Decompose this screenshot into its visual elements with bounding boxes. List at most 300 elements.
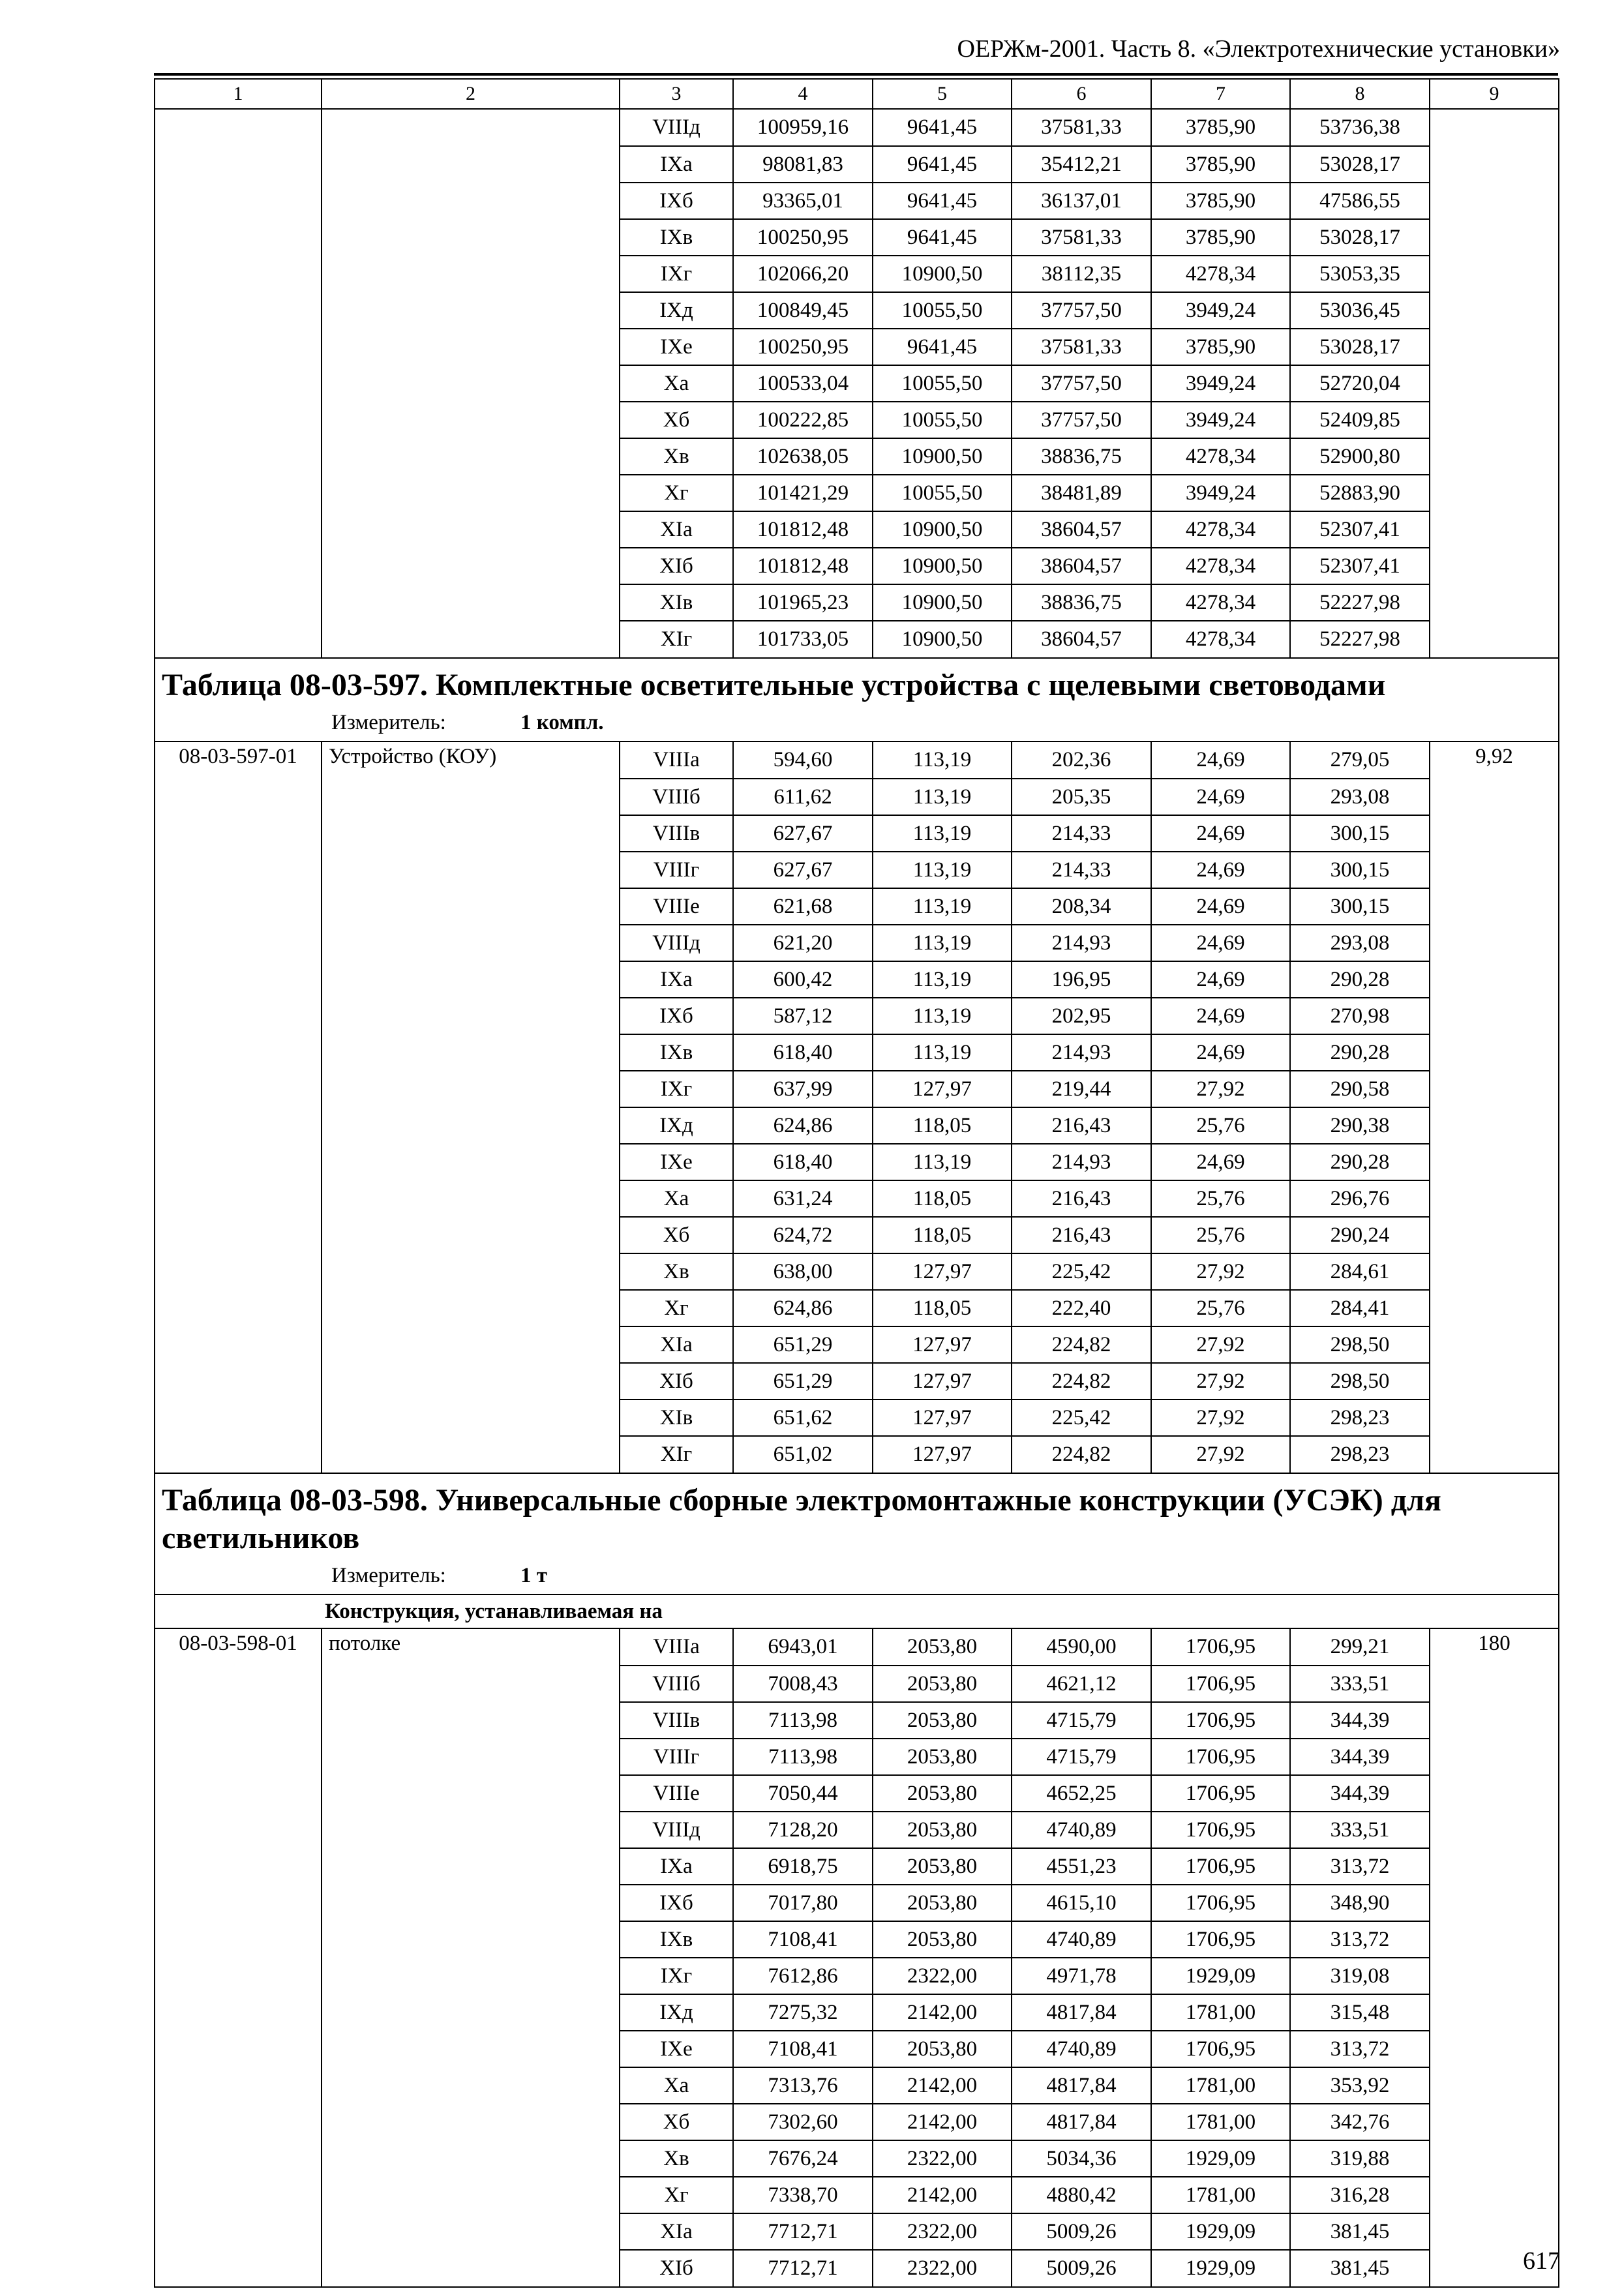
value-cell: 1781,00 — [1151, 2104, 1290, 2140]
table-row — [155, 852, 1559, 888]
value-cell: 214,93 — [1012, 1034, 1151, 1071]
value-cell: 10055,50 — [873, 475, 1012, 511]
value-cell: 4715,79 — [1012, 1739, 1151, 1775]
empty-cell — [322, 1034, 620, 1071]
empty-cell — [1430, 1885, 1559, 1921]
table-row — [155, 1702, 1559, 1739]
empty-cell — [155, 2177, 322, 2213]
value-cell: 37757,50 — [1012, 402, 1151, 438]
empty-cell — [1430, 548, 1559, 584]
table-row — [155, 741, 1559, 779]
value-cell: 214,93 — [1012, 1144, 1151, 1180]
table-row — [155, 2104, 1559, 2140]
empty-cell — [322, 2250, 620, 2287]
value-cell: 101421,29 — [733, 475, 873, 511]
column-number: 8 — [1290, 79, 1430, 109]
empty-cell — [155, 1739, 322, 1775]
value-cell: 37757,50 — [1012, 292, 1151, 329]
value-cell: 4740,89 — [1012, 1921, 1151, 1958]
value-cell: 24,69 — [1151, 779, 1290, 815]
value-cell: 4278,34 — [1151, 438, 1290, 475]
value-cell: 1706,95 — [1151, 1921, 1290, 1958]
value-cell: 611,62 — [733, 779, 873, 815]
value-cell: 9641,45 — [873, 109, 1012, 146]
value-cell: 651,29 — [733, 1326, 873, 1363]
empty-cell — [322, 146, 620, 183]
empty-cell — [1430, 621, 1559, 658]
empty-cell — [155, 1034, 322, 1071]
value-cell: 4621,12 — [1012, 1666, 1151, 1702]
value-cell: 10900,50 — [873, 438, 1012, 475]
empty-cell — [1430, 1775, 1559, 1812]
value-cell: 5009,26 — [1012, 2213, 1151, 2250]
empty-cell — [1430, 2067, 1559, 2104]
value-cell: 27,92 — [1151, 1363, 1290, 1399]
unit-value: 1 т — [520, 1564, 547, 1587]
value-cell: 24,69 — [1151, 888, 1290, 925]
zone-cell: XIб — [620, 548, 733, 584]
value-cell: 10900,50 — [873, 548, 1012, 584]
empty-cell — [1430, 925, 1559, 961]
value-cell: 25,76 — [1151, 1290, 1290, 1326]
empty-cell — [155, 1363, 322, 1399]
value-cell: 1706,95 — [1151, 1885, 1290, 1921]
zone-cell: XIа — [620, 511, 733, 548]
value-cell: 300,15 — [1290, 815, 1430, 852]
zone-cell: IXб — [620, 183, 733, 219]
value-cell: 3785,90 — [1151, 146, 1290, 183]
value-cell: 113,19 — [873, 925, 1012, 961]
value-cell: 4615,10 — [1012, 1885, 1151, 1921]
empty-cell — [1430, 1034, 1559, 1071]
value-cell: 202,36 — [1012, 741, 1151, 779]
value-cell: 10055,50 — [873, 402, 1012, 438]
empty-cell — [1430, 438, 1559, 475]
value-cell: 36137,01 — [1012, 183, 1151, 219]
empty-cell — [1430, 219, 1559, 256]
empty-cell — [322, 1958, 620, 1994]
empty-cell — [1430, 1217, 1559, 1253]
value-cell: 7113,98 — [733, 1739, 873, 1775]
empty-cell — [155, 511, 322, 548]
empty-cell — [322, 438, 620, 475]
table-row — [155, 1739, 1559, 1775]
empty-cell — [322, 548, 620, 584]
value-cell: 7108,41 — [733, 1921, 873, 1958]
zone-cell: Xг — [620, 1290, 733, 1326]
empty-cell — [1430, 1739, 1559, 1775]
value-cell: 290,28 — [1290, 1144, 1430, 1180]
zone-cell: Xб — [620, 402, 733, 438]
rates-table-body — [155, 79, 1559, 2287]
empty-cell — [1430, 292, 1559, 329]
value-cell: 113,19 — [873, 961, 1012, 998]
table-row — [155, 1921, 1559, 1958]
value-cell: 7712,71 — [733, 2250, 873, 2287]
value-cell: 4278,34 — [1151, 256, 1290, 292]
value-cell: 10900,50 — [873, 511, 1012, 548]
empty-cell — [322, 1994, 620, 2031]
value-cell: 24,69 — [1151, 998, 1290, 1034]
empty-cell — [322, 1921, 620, 1958]
table-row — [155, 1775, 1559, 1812]
value-cell: 6918,75 — [733, 1848, 873, 1885]
value-cell: 113,19 — [873, 888, 1012, 925]
zone-cell: IXе — [620, 329, 733, 365]
empty-cell — [155, 621, 322, 658]
value-cell: 37757,50 — [1012, 365, 1151, 402]
value-cell: 1781,00 — [1151, 2067, 1290, 2104]
value-cell: 2053,80 — [873, 1775, 1012, 1812]
empty-cell — [1430, 779, 1559, 815]
empty-cell — [155, 183, 322, 219]
empty-cell — [155, 2140, 322, 2177]
value-cell: 113,19 — [873, 1144, 1012, 1180]
value-cell: 2142,00 — [873, 1994, 1012, 2031]
value-cell: 127,97 — [873, 1071, 1012, 1107]
value-cell: 3949,24 — [1151, 365, 1290, 402]
running-header: ОЕРЖм-2001. Часть 8. «Электротехнические установки» — [957, 35, 1560, 63]
empty-cell — [155, 1994, 322, 2031]
table-row — [155, 2140, 1559, 2177]
value-cell: 24,69 — [1151, 852, 1290, 888]
empty-cell — [1430, 852, 1559, 888]
zone-cell: VIIIг — [620, 852, 733, 888]
value-cell: 637,99 — [733, 1071, 873, 1107]
value-cell: 316,28 — [1290, 2177, 1430, 2213]
value-cell: 1706,95 — [1151, 1666, 1290, 1702]
empty-cell — [322, 2031, 620, 2067]
value-cell: 284,61 — [1290, 1253, 1430, 1290]
empty-cell — [155, 815, 322, 852]
value-cell: 47586,55 — [1290, 183, 1430, 219]
value-cell: 35412,21 — [1012, 146, 1151, 183]
value-cell: 299,21 — [1290, 1628, 1430, 1666]
value-cell: 214,93 — [1012, 925, 1151, 961]
empty-cell — [322, 1290, 620, 1326]
empty-cell — [1430, 146, 1559, 183]
value-cell: 4551,23 — [1012, 1848, 1151, 1885]
value-cell: 7612,86 — [733, 1958, 873, 1994]
column-number: 9 — [1430, 79, 1559, 109]
value-cell: 4278,34 — [1151, 621, 1290, 658]
value-cell: 313,72 — [1290, 2031, 1430, 2067]
value-cell: 2053,80 — [873, 1921, 1012, 1958]
value-cell: 127,97 — [873, 1363, 1012, 1399]
empty-cell — [1430, 256, 1559, 292]
table-row — [155, 2213, 1559, 2250]
empty-cell — [322, 1253, 620, 1290]
value-cell: 101965,23 — [733, 584, 873, 621]
table-row — [155, 925, 1559, 961]
value-cell: 298,23 — [1290, 1436, 1430, 1473]
zone-cell: XIб — [620, 2250, 733, 2287]
value-cell: 101812,48 — [733, 511, 873, 548]
empty-cell — [1430, 1848, 1559, 1885]
value-cell: 102638,05 — [733, 438, 873, 475]
value-cell: 344,39 — [1290, 1702, 1430, 1739]
table-row — [155, 438, 1559, 475]
rate-code: 08-03-597-01 — [155, 741, 322, 779]
value-cell: 38112,35 — [1012, 256, 1151, 292]
value-cell: 24,69 — [1151, 815, 1290, 852]
empty-cell — [155, 2067, 322, 2104]
value-cell: 3785,90 — [1151, 109, 1290, 146]
table-row — [155, 402, 1559, 438]
value-cell: 52227,98 — [1290, 584, 1430, 621]
table-row — [155, 1628, 1559, 1666]
subheading-row — [155, 1594, 1559, 1628]
value-cell: 38836,75 — [1012, 438, 1151, 475]
table-title: Таблица 08-03-597. Комплектные осветительные устройства с щелевыми световодами — [162, 668, 1386, 702]
empty-cell — [322, 621, 620, 658]
zone-cell: XIг — [620, 1436, 733, 1473]
zone-cell: IXв — [620, 1034, 733, 1071]
value-cell: 98081,83 — [733, 146, 873, 183]
value-cell: 25,76 — [1151, 1217, 1290, 1253]
value-cell: 300,15 — [1290, 852, 1430, 888]
empty-cell — [155, 961, 322, 998]
empty-cell — [322, 779, 620, 815]
table-row — [155, 256, 1559, 292]
value-cell: 118,05 — [873, 1180, 1012, 1217]
zone-cell: VIIIа — [620, 741, 733, 779]
value-cell: 2053,80 — [873, 1702, 1012, 1739]
value-cell: 2322,00 — [873, 2140, 1012, 2177]
zone-cell: IXа — [620, 961, 733, 998]
empty-cell — [322, 511, 620, 548]
empty-cell — [1430, 2213, 1559, 2250]
zone-cell: XIв — [620, 1399, 733, 1436]
value-cell: 52307,41 — [1290, 548, 1430, 584]
value-cell: 24,69 — [1151, 1034, 1290, 1071]
empty-cell — [322, 2177, 620, 2213]
zone-cell: Xв — [620, 438, 733, 475]
value-cell: 3949,24 — [1151, 475, 1290, 511]
value-cell: 7313,76 — [733, 2067, 873, 2104]
value-cell: 7338,70 — [733, 2177, 873, 2213]
empty-cell — [1430, 1107, 1559, 1144]
zone-cell: VIIIд — [620, 1812, 733, 1848]
value-cell: 4740,89 — [1012, 2031, 1151, 2067]
value-cell: 52307,41 — [1290, 511, 1430, 548]
empty-cell — [1430, 109, 1559, 146]
value-cell: 93365,01 — [733, 183, 873, 219]
value-cell: 624,72 — [733, 1217, 873, 1253]
value-cell: 2053,80 — [873, 1848, 1012, 1885]
value-cell: 214,33 — [1012, 852, 1151, 888]
value-cell: 38604,57 — [1012, 548, 1151, 584]
empty-cell — [1430, 365, 1559, 402]
empty-cell — [155, 2031, 322, 2067]
value-cell: 4740,89 — [1012, 1812, 1151, 1848]
empty-cell — [322, 961, 620, 998]
value-cell: 225,42 — [1012, 1399, 1151, 1436]
value-cell: 52227,98 — [1290, 621, 1430, 658]
empty-cell — [322, 1180, 620, 1217]
value-cell: 10900,50 — [873, 256, 1012, 292]
value-cell: 37581,33 — [1012, 109, 1151, 146]
table-row — [155, 1290, 1559, 1326]
value-cell: 313,72 — [1290, 1921, 1430, 1958]
value-cell: 100250,95 — [733, 219, 873, 256]
value-cell: 37581,33 — [1012, 329, 1151, 365]
zone-cell: IXв — [620, 219, 733, 256]
empty-cell — [155, 438, 322, 475]
value-cell: 24,69 — [1151, 741, 1290, 779]
value-cell: 100959,16 — [733, 109, 873, 146]
zone-cell: VIIIб — [620, 779, 733, 815]
value-cell: 296,76 — [1290, 1180, 1430, 1217]
empty-cell — [1430, 1363, 1559, 1399]
value-cell: 651,02 — [733, 1436, 873, 1473]
value-cell: 101812,48 — [733, 548, 873, 584]
value-cell: 651,29 — [733, 1363, 873, 1399]
value-cell: 2053,80 — [873, 1628, 1012, 1666]
table-row — [155, 109, 1559, 146]
value-cell: 4278,34 — [1151, 584, 1290, 621]
empty-cell — [155, 779, 322, 815]
table-row — [155, 1034, 1559, 1071]
zone-cell: VIIIа — [620, 1628, 733, 1666]
table-row — [155, 1958, 1559, 1994]
value-cell: 7275,32 — [733, 1994, 873, 2031]
empty-cell — [1430, 998, 1559, 1034]
value-cell: 113,19 — [873, 779, 1012, 815]
value-cell: 118,05 — [873, 1290, 1012, 1326]
value-cell: 2142,00 — [873, 2067, 1012, 2104]
table-row — [155, 1399, 1559, 1436]
rate-description: Устройство (КОУ) — [322, 741, 620, 779]
value-cell: 9641,45 — [873, 329, 1012, 365]
empty-cell — [155, 1253, 322, 1290]
table-row — [155, 961, 1559, 998]
table-row — [155, 2067, 1559, 2104]
zone-cell: XIа — [620, 1326, 733, 1363]
value-cell: 25,76 — [1151, 1180, 1290, 1217]
value-cell: 2053,80 — [873, 1666, 1012, 1702]
rates-table — [154, 78, 1559, 2288]
value-cell: 6943,01 — [733, 1628, 873, 1666]
zone-cell: Xа — [620, 2067, 733, 2104]
empty-cell — [322, 1885, 620, 1921]
empty-cell — [155, 219, 322, 256]
value-cell: 214,33 — [1012, 815, 1151, 852]
zone-cell: IXб — [620, 1885, 733, 1921]
value-cell: 381,45 — [1290, 2213, 1430, 2250]
col9-value: 9,92 — [1430, 741, 1559, 779]
value-cell: 1781,00 — [1151, 1994, 1290, 2031]
table-row — [155, 1253, 1559, 1290]
value-cell: 37581,33 — [1012, 219, 1151, 256]
value-cell: 9641,45 — [873, 183, 1012, 219]
value-cell: 344,39 — [1290, 1775, 1430, 1812]
zone-cell: VIIIе — [620, 1775, 733, 1812]
empty-cell — [322, 2067, 620, 2104]
empty-cell — [1430, 815, 1559, 852]
value-cell: 1929,09 — [1151, 2140, 1290, 2177]
value-cell: 52409,85 — [1290, 402, 1430, 438]
empty-cell — [1430, 1290, 1559, 1326]
zone-cell: IXд — [620, 292, 733, 329]
zone-cell: IXг — [620, 256, 733, 292]
value-cell: 38604,57 — [1012, 511, 1151, 548]
value-cell: 342,76 — [1290, 2104, 1430, 2140]
value-cell: 2053,80 — [873, 1812, 1012, 1848]
table-title-row — [155, 1473, 1559, 1594]
value-cell: 7050,44 — [733, 1775, 873, 1812]
value-cell: 127,97 — [873, 1399, 1012, 1436]
value-cell: 4715,79 — [1012, 1702, 1151, 1739]
value-cell: 225,42 — [1012, 1253, 1151, 1290]
page-number: 617 — [1523, 2247, 1560, 2275]
value-cell: 4278,34 — [1151, 548, 1290, 584]
value-cell: 38481,89 — [1012, 475, 1151, 511]
value-cell: 1929,09 — [1151, 2213, 1290, 2250]
empty-cell — [155, 146, 322, 183]
empty-cell — [322, 2140, 620, 2177]
empty-cell — [322, 815, 620, 852]
value-cell: 618,40 — [733, 1144, 873, 1180]
empty-cell — [1430, 888, 1559, 925]
table-row — [155, 1144, 1559, 1180]
value-cell: 127,97 — [873, 1253, 1012, 1290]
empty-cell — [155, 1144, 322, 1180]
value-cell: 631,24 — [733, 1180, 873, 1217]
table-row — [155, 292, 1559, 329]
empty-cell — [155, 1702, 322, 1739]
empty-cell — [322, 1107, 620, 1144]
table-row — [155, 2177, 1559, 2213]
zone-cell: XIг — [620, 621, 733, 658]
value-cell: 1929,09 — [1151, 2250, 1290, 2287]
value-cell: 53053,35 — [1290, 256, 1430, 292]
value-cell: 2322,00 — [873, 2250, 1012, 2287]
table-row — [155, 2250, 1559, 2287]
empty-cell — [322, 183, 620, 219]
zone-cell: IXд — [620, 1107, 733, 1144]
value-cell: 27,92 — [1151, 1326, 1290, 1363]
empty-cell — [155, 292, 322, 329]
table-row — [155, 888, 1559, 925]
zone-cell: Xг — [620, 475, 733, 511]
value-cell: 25,76 — [1151, 1107, 1290, 1144]
table-row — [155, 1666, 1559, 1702]
value-cell: 4817,84 — [1012, 2067, 1151, 2104]
value-cell: 113,19 — [873, 998, 1012, 1034]
value-cell: 315,48 — [1290, 1994, 1430, 2031]
value-cell: 9641,45 — [873, 219, 1012, 256]
empty-cell — [322, 584, 620, 621]
empty-cell — [155, 1290, 322, 1326]
value-cell: 7113,98 — [733, 1702, 873, 1739]
empty-cell — [1430, 1180, 1559, 1217]
value-cell: 53028,17 — [1290, 219, 1430, 256]
value-cell: 53036,45 — [1290, 292, 1430, 329]
empty-cell — [155, 1399, 322, 1436]
value-cell: 208,34 — [1012, 888, 1151, 925]
table-title: Таблица 08-03-598. Универсальные сборные электромонтажные конструкции (УСЭК) для светильников — [162, 1483, 1441, 1555]
value-cell: 38836,75 — [1012, 584, 1151, 621]
value-cell: 101733,05 — [733, 621, 873, 658]
value-cell: 344,39 — [1290, 1739, 1430, 1775]
value-cell: 216,43 — [1012, 1217, 1151, 1253]
value-cell: 651,62 — [733, 1399, 873, 1436]
zone-cell: XIб — [620, 1363, 733, 1399]
zone-cell: Xа — [620, 1180, 733, 1217]
empty-cell — [322, 1739, 620, 1775]
value-cell: 270,98 — [1290, 998, 1430, 1034]
